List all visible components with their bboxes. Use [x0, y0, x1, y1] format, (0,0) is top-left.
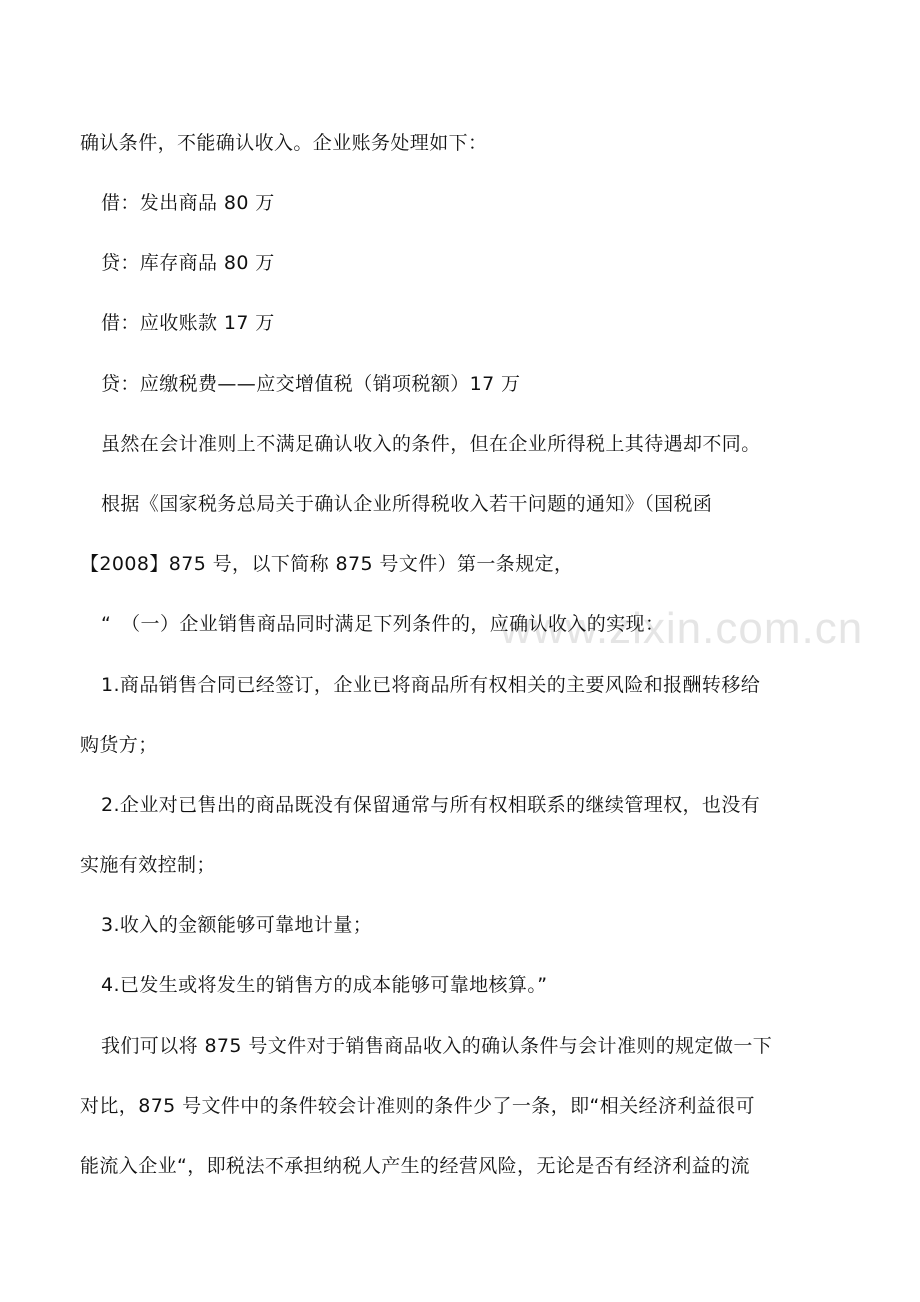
list-item-line: 1.商品销售合同已经签订，企业已将商品所有权相关的主要风险和报酬转移给 [101, 674, 761, 696]
paragraph-line: 【2008】875 号，以下简称 875 号文件）第一条规定， [80, 553, 574, 575]
paragraph-line: 虽然在会计准则上不满足确认收入的条件，但在企业所得税上其待遇却不同。 [101, 433, 761, 455]
journal-entry-line: 贷：库存商品 80 万 [101, 252, 275, 274]
journal-entry-line: 贷：应缴税费——应交增值税（销项税额）17 万 [101, 373, 521, 395]
paragraph-line: 确认条件，不能确认收入。企业账务处理如下： [80, 132, 488, 154]
list-item-line: 3.收入的金额能够可靠地计量； [101, 914, 373, 936]
paragraph-line: 我们可以将 875 号文件对于销售商品收入的确认条件与会计准则的规定做一下 [101, 1035, 773, 1057]
list-item-line: 4.已发生或将发生的销售方的成本能够可靠地核算。” [101, 974, 548, 996]
paragraph-line: 根据《国家税务总局关于确认企业所得税收入若干问题的通知》（国税函 [101, 493, 713, 515]
journal-entry-line: 借：应收账款 17 万 [101, 312, 275, 334]
list-item-line: 2.企业对已售出的商品既没有保留通常与所有权相联系的继续管理权，也没有 [101, 794, 761, 816]
paragraph-line: 能流入企业“，即税法不承担纳税人产生的经营风险，无论是否有经济利益的流 [80, 1155, 750, 1177]
list-item-continuation: 实施有效控制； [80, 854, 216, 876]
quote-line: “ （一）企业销售商品同时满足下列条件的，应确认收入的实现： [101, 613, 665, 635]
paragraph-line: 对比，875 号文件中的条件较会计准则的条件少了一条，即“相关经济利益很可 [80, 1095, 755, 1117]
list-item-continuation: 购货方； [80, 734, 158, 756]
watermark: www.zixin.com.cn [500, 604, 864, 653]
journal-entry-line: 借：发出商品 80 万 [101, 192, 275, 214]
